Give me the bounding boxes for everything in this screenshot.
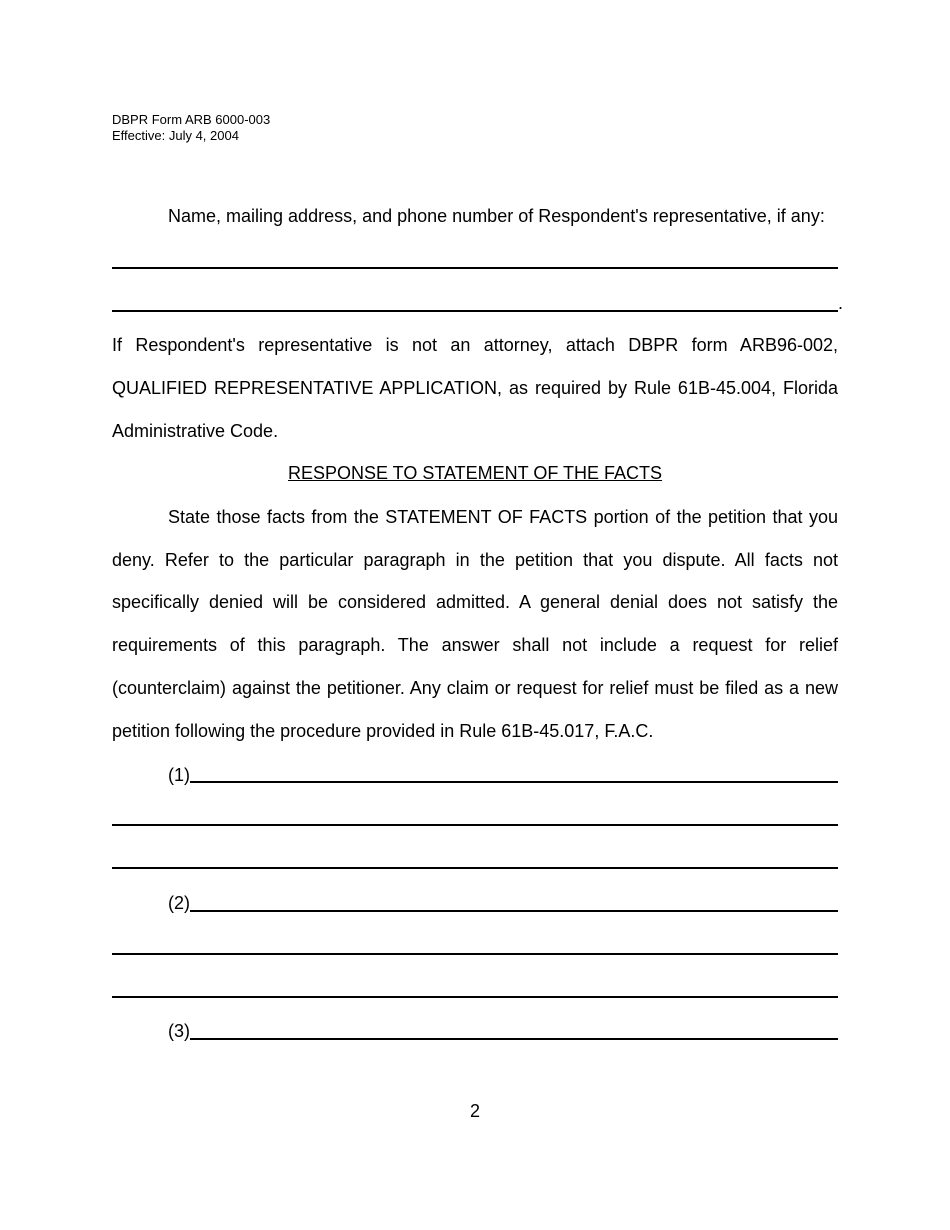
response-1-line-2[interactable]: [112, 824, 838, 826]
instructions-line-5: (counterclaim) against the petitioner. Any claim or request for relief must be filed as a new: [112, 678, 838, 698]
instructions-line-2: deny. Refer to the particular paragraph in the petition that you dispute. All facts not: [112, 550, 838, 570]
response-1-line-3[interactable]: [112, 867, 838, 869]
page-number: 2: [469, 1101, 480, 1121]
attorney-note-line-3: Administrative Code.: [112, 421, 279, 441]
response-2-line-2[interactable]: [112, 953, 838, 955]
instructions-line-1: State those facts from the STATEMENT OF FACTS portion of the petition that you: [168, 507, 838, 527]
instructions-line-3: specifically denied will be considered admitted. A general denial does not satisfy the: [112, 592, 838, 612]
section-title: [0, 462, 950, 484]
effective-date: Effective: July 4, 2004: [112, 128, 239, 143]
attorney-note-line-1: If Respondent's representative is not an attorney, attach DBPR form ARB96-002,: [112, 335, 838, 355]
response-2-line-3[interactable]: [112, 996, 838, 998]
representative-prompt: Name, mailing address, and phone number of Respondent's representative, if any:: [168, 206, 825, 226]
representative-line-2[interactable]: [112, 310, 838, 312]
response-3-line-1[interactable]: [190, 1038, 838, 1040]
attorney-note-line-2: QUALIFIED REPRESENTATIVE APPLICATION, as required by Rule 61B-45.004, Florida: [112, 378, 838, 398]
response-2-label: (2): [168, 893, 190, 913]
form-number: DBPR Form ARB 6000-003: [112, 112, 271, 127]
response-3-label: (3): [168, 1021, 190, 1041]
response-1-line-1[interactable]: [190, 781, 838, 783]
instructions-line-6: petition following the procedure provided in Rule 61B-45.017, F.A.C.: [112, 721, 654, 741]
response-1-label: (1): [168, 765, 190, 785]
instructions-line-4: requirements of this paragraph. The answer shall not include a request for relief: [112, 635, 838, 655]
representative-line-1[interactable]: [112, 267, 838, 269]
response-2-line-1[interactable]: [190, 910, 838, 912]
section-title-text: RESPONSE TO STATEMENT OF THE FACTS: [287, 463, 663, 483]
representative-line-period: .: [838, 293, 844, 313]
